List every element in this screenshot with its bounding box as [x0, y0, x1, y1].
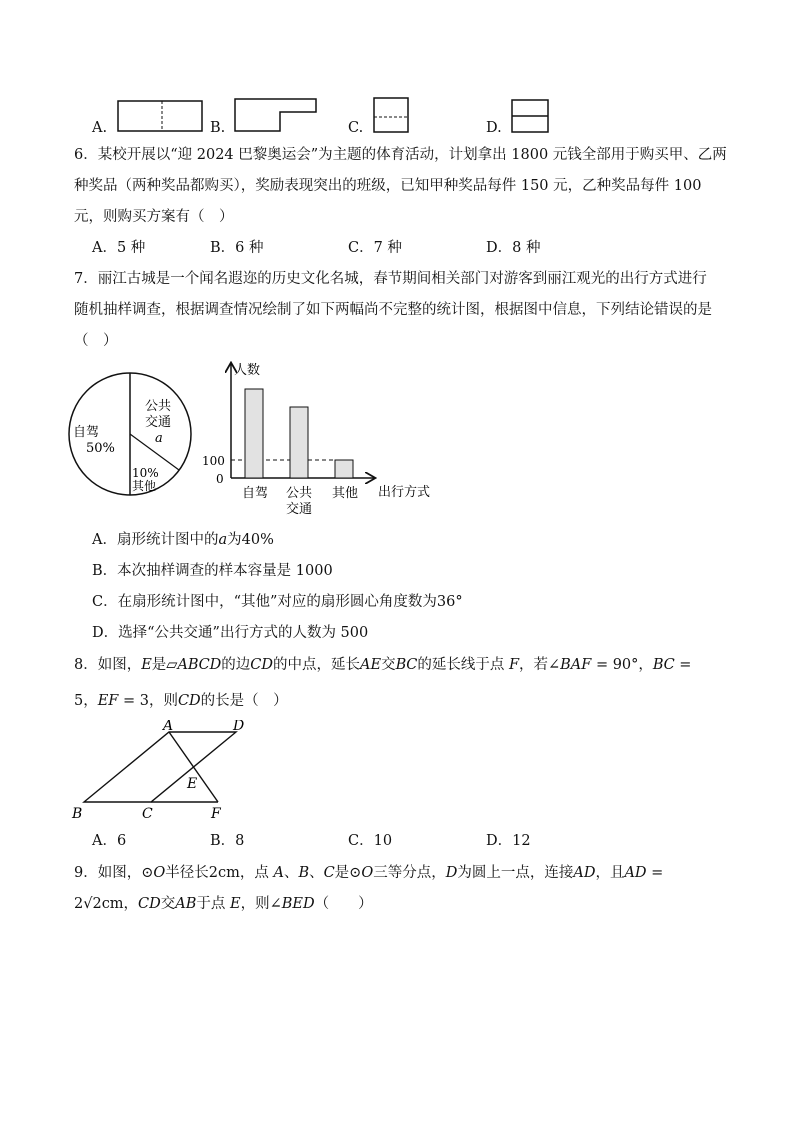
q7-option-d: D．选择“公共交通”出行方式的人数为 500 [92, 625, 369, 641]
pie-label-public-var: a [155, 431, 163, 446]
parallelogram-abcd [84, 732, 236, 802]
q6-line-2: 种奖品（两种奖品都购买），奖励表现突出的班级，已知甲种奖品每件 150 元，乙种奖品每件 100 [74, 178, 702, 194]
pie-label-other-pct: 10% [132, 466, 159, 480]
parallelogram-figure [66, 720, 266, 825]
point-e: E [187, 776, 198, 792]
bar-self-drive [245, 389, 263, 478]
q8-option-c: C．10 [348, 833, 393, 849]
q5-option-d-label: D. [486, 120, 502, 136]
q7-option-c: C．在扇形统计图中，“其他”对应的扇形圆心角度数为36° [92, 594, 463, 610]
q6-option-b: B．6 种 [210, 240, 264, 256]
q9-line-2: 2√2cm，𝐶𝐷交𝐴𝐵于点 𝐸，则∠𝐵𝐸𝐷（ ） [74, 896, 373, 912]
tick-100: 100 [202, 454, 225, 468]
q5-option-c-label: C. [348, 120, 364, 136]
q6-line-3: 元，则购买方案有（ ） [74, 209, 234, 225]
pie-label-self: 自驾 [73, 425, 100, 440]
pie-label-self-pct: 50% [86, 441, 115, 456]
pie-label-public-1: 公共 [145, 399, 172, 414]
point-b: B [72, 806, 83, 822]
q5-option-b-figure [234, 98, 318, 133]
bar-public-transport [290, 407, 308, 478]
tick-0: 0 [216, 472, 224, 486]
q5-option-b-label: B. [210, 120, 226, 136]
q6-option-a: A．5 种 [92, 240, 146, 256]
point-d: D [233, 720, 245, 734]
bar-cat-self: 自驾 [242, 486, 269, 501]
q5-option-d-figure [511, 99, 549, 134]
q8-line-1: 8．如图，𝐸是▱𝐴𝐵𝐶𝐷的边𝐶𝐷的中点，延长𝐴𝐸交𝐵𝐶的延长线于点 𝐹，若∠𝐵𝐴𝐹 = 90°，𝐵𝐶 = [74, 657, 692, 673]
pie-chart [66, 370, 196, 500]
point-a: A [163, 720, 174, 734]
q5-option-a-label: A. [92, 120, 108, 136]
bar-cat-public-2: 交通 [286, 502, 313, 517]
q7-line-3: （ ） [74, 333, 118, 349]
bar-chart [196, 360, 446, 520]
q8-option-a: A．6 [92, 833, 127, 849]
point-c: C [142, 806, 153, 822]
point-f: F [211, 806, 221, 822]
q6-line-1: 6．某校开展以“迎 2024 巴黎奥运会”为主题的体育活动，计划拿出 1800 元钱全部用于购买甲、乙两 [74, 147, 727, 163]
q6-option-c: C．7 种 [348, 240, 402, 256]
pie-label-other: 其他 [132, 479, 157, 493]
q8-line-2: 5，𝐸𝐹 = 3，则𝐶𝐷的长是（ ） [74, 693, 288, 709]
q7-option-a: A．扇形统计图中的𝑎为40% [92, 532, 274, 548]
pie-label-public-2: 交通 [145, 415, 172, 430]
q8-option-b: B．8 [210, 833, 245, 849]
q5-option-a-figure [117, 100, 203, 133]
q9-line-1: 9．如图，⊙𝑂半径长2cm，点 𝐴、𝐵、𝐶是⊙𝑂三等分点，𝐷为圆上一点，连接𝐴𝐷，且𝐴𝐷 = [74, 865, 664, 881]
q7-line-2: 随机抽样调查，根据调查情况绘制了如下两幅尚不完整的统计图，根据图中信息，下列结论错误的是 [74, 302, 712, 318]
bar-cat-public-1: 公共 [286, 486, 313, 501]
bar-other [335, 460, 353, 478]
bar-cat-other: 其他 [332, 486, 359, 501]
q7-option-b: B．本次抽样调查的样本容量是 1000 [92, 563, 333, 579]
q5-option-c-figure [373, 97, 410, 134]
x-axis-label: 出行方式 [378, 485, 431, 500]
q8-option-d: D．12 [486, 833, 531, 849]
q7-line-1: 7．丽江古城是一个闻名遐迩的历史文化名城，春节期间相关部门对游客到丽江观光的出行方式进行 [74, 271, 707, 287]
y-axis-label: 人数 [234, 363, 261, 378]
q6-option-d: D．8 种 [486, 240, 541, 256]
